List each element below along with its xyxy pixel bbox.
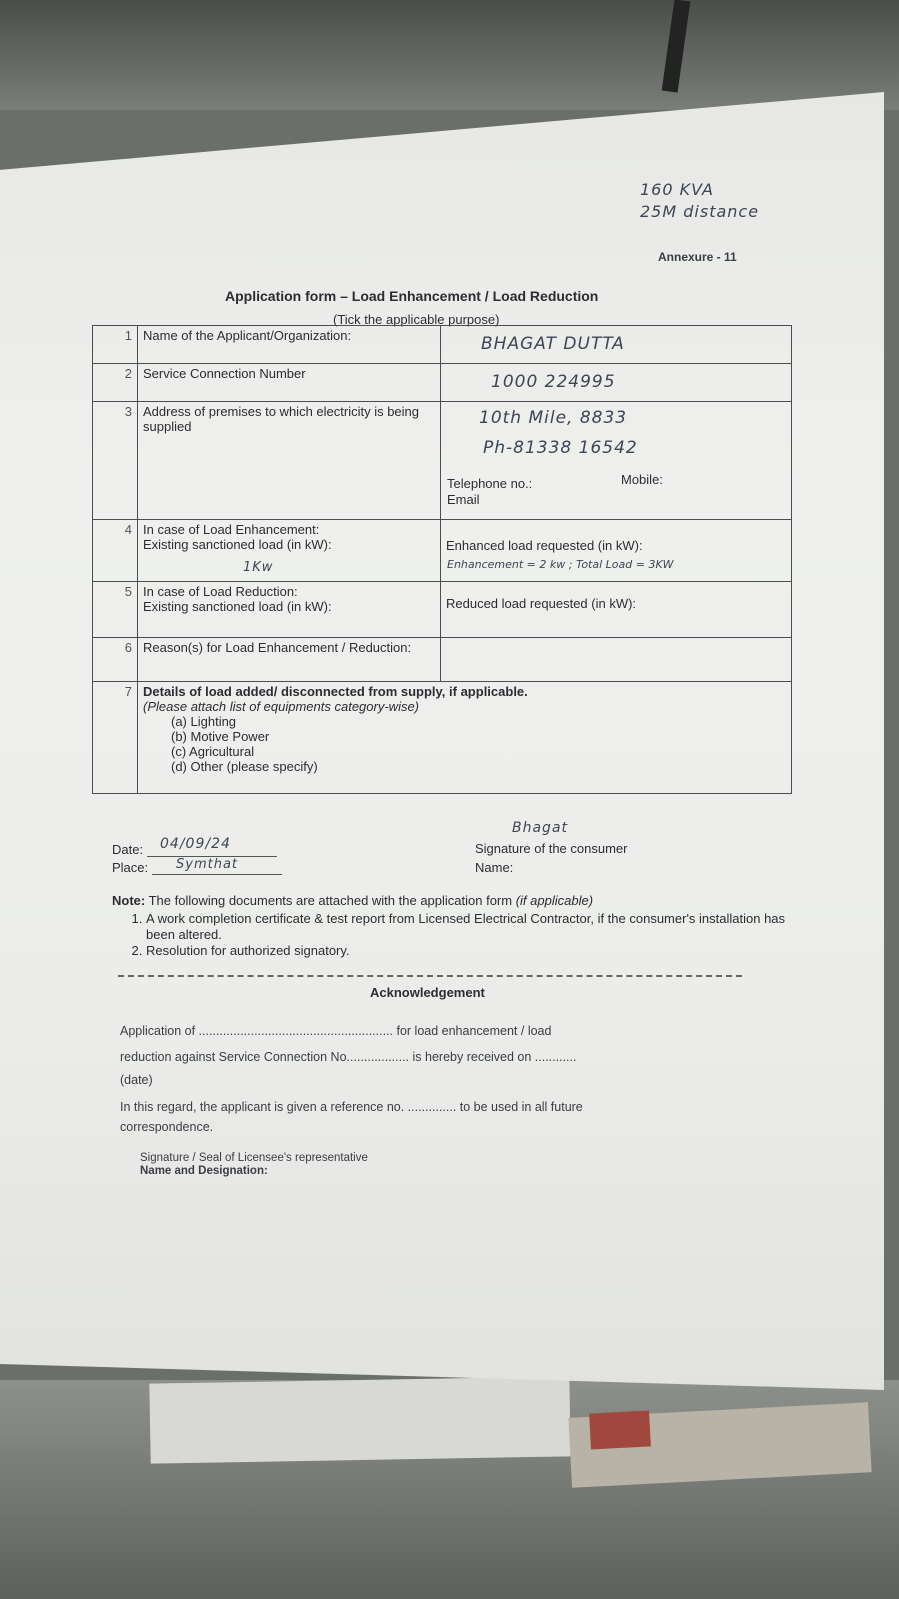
table-row — [93, 364, 792, 402]
ack-line: reduction against Service Connection No.................. is hereby received on ............ — [120, 1050, 577, 1064]
background-surface — [0, 0, 899, 110]
handwritten-note-distance: 25M distance — [640, 202, 760, 221]
note-heading: Note: — [112, 893, 146, 908]
row-number: 4 — [93, 520, 138, 582]
date-label: Date: — [112, 842, 144, 857]
enhanced-load-field[interactable] — [441, 520, 792, 582]
load-enhancement-label — [138, 520, 441, 582]
handwritten-note-kva: 160 KVA — [640, 180, 714, 199]
note-text: The following documents are attached with the application form — [148, 893, 513, 908]
reason-field[interactable] — [441, 638, 792, 682]
cut-line — [118, 975, 742, 977]
table-row — [93, 326, 792, 364]
load-category-other: (d) Other (please specify) — [171, 759, 318, 774]
table-row — [93, 520, 792, 582]
mobile-label: Mobile: — [621, 472, 663, 487]
place-label: Place: — [112, 860, 149, 875]
load-details-cell[interactable] — [138, 682, 792, 794]
load-reduction-title: In case of Load Reduction: — [143, 584, 298, 599]
ack-line: (date) — [120, 1073, 153, 1087]
row-number: 7 — [93, 682, 138, 794]
row-number: 1 — [93, 326, 138, 364]
licensee-name-label: Name and Designation: — [140, 1165, 268, 1177]
load-category-agricultural: (c) Agricultural — [171, 744, 255, 759]
existing-load-label: Existing sanctioned load (in kW): — [143, 537, 332, 552]
address-value: 10th Mile, 8833 — [479, 408, 628, 428]
table-row — [93, 682, 792, 794]
applicant-name-label: Name of the Applicant/Organization: — [138, 326, 441, 364]
load-category-motive-power: (b) Motive Power — [171, 729, 270, 744]
note-qualifier: (if applicable) — [515, 893, 594, 908]
consumer-name-label: Name: — [475, 860, 514, 875]
table-row — [93, 638, 792, 682]
date-value: 04/09/24 — [160, 836, 231, 852]
load-details-subtitle: (Please attach list of equipments category-wise) — [143, 699, 420, 714]
note-item: 1. A work completion certificate & test report from Licensed Electrical Contractor, if the consumer's installation has been altered. — [146, 911, 792, 943]
ack-line: In this regard, the applicant is given a reference no. .............. to be used in all future — [120, 1100, 583, 1114]
ack-line: Application of ........................................................ for load enhancement / load — [120, 1024, 552, 1038]
note-section — [112, 893, 792, 959]
load-reduction-label — [138, 582, 441, 638]
ack-line: correspondence. — [120, 1120, 214, 1134]
form-subtitle: (Tick the applicable purpose) — [333, 312, 500, 327]
existing-load-reduction-label: Existing sanctioned load (in kW): — [143, 599, 332, 614]
email-label: Email — [447, 492, 480, 507]
consumer-signature: Bhagat — [512, 820, 569, 836]
row-number: 5 — [93, 582, 138, 638]
service-connection-field[interactable] — [441, 364, 792, 402]
reduced-load-label: Reduced load requested (in kW): — [446, 596, 637, 611]
acknowledgement-title: Acknowledgement — [370, 985, 485, 1000]
acknowledgement-body — [120, 1018, 775, 1134]
licensee-signature-label: Signature / Seal of Licensee's representative — [140, 1152, 368, 1164]
applicant-name-field[interactable] — [441, 326, 792, 364]
table-row — [93, 402, 792, 520]
application-table — [92, 325, 792, 794]
row-number: 6 — [93, 638, 138, 682]
table-row — [93, 582, 792, 638]
note-item: 2. Resolution for authorized signatory. — [146, 943, 792, 959]
phone-value: Ph-81338 16542 — [483, 438, 638, 458]
load-enhancement-title: In case of Load Enhancement: — [143, 522, 320, 537]
signature-consumer-label: Signature of the consumer — [475, 841, 628, 856]
enhanced-load-value: Enhancement = 2 kw ; Total Load = 3KW — [447, 558, 674, 571]
existing-load-value: 1Kw — [243, 560, 274, 575]
reduced-load-field[interactable] — [441, 582, 792, 638]
service-connection-label: Service Connection Number — [138, 364, 441, 402]
underlying-paper — [149, 1376, 570, 1463]
annexure-label: Annexure - 11 — [658, 250, 737, 264]
licensee-signature-block — [140, 1152, 368, 1178]
address-field[interactable] — [441, 402, 792, 520]
load-category-lighting: (a) Lighting — [171, 714, 237, 729]
row-number: 2 — [93, 364, 138, 402]
service-connection-value: 1000 224995 — [491, 372, 616, 392]
applicant-name-value: BHAGAT DUTTA — [481, 334, 625, 354]
enhanced-load-label: Enhanced load requested (in kW): — [446, 538, 643, 553]
address-label: Address of premises to which electricity is being supplied — [138, 402, 441, 520]
place-value: Symthat — [176, 857, 239, 872]
load-details-title: Details of load added/ disconnected from supply, if applicable. — [143, 684, 528, 699]
reason-label: Reason(s) for Load Enhancement / Reduction: — [138, 638, 441, 682]
row-number: 3 — [93, 402, 138, 520]
form-title: Application form – Load Enhancement / Load Reduction — [225, 288, 599, 304]
telephone-label: Telephone no.: — [447, 476, 533, 491]
book-spine — [589, 1410, 651, 1449]
